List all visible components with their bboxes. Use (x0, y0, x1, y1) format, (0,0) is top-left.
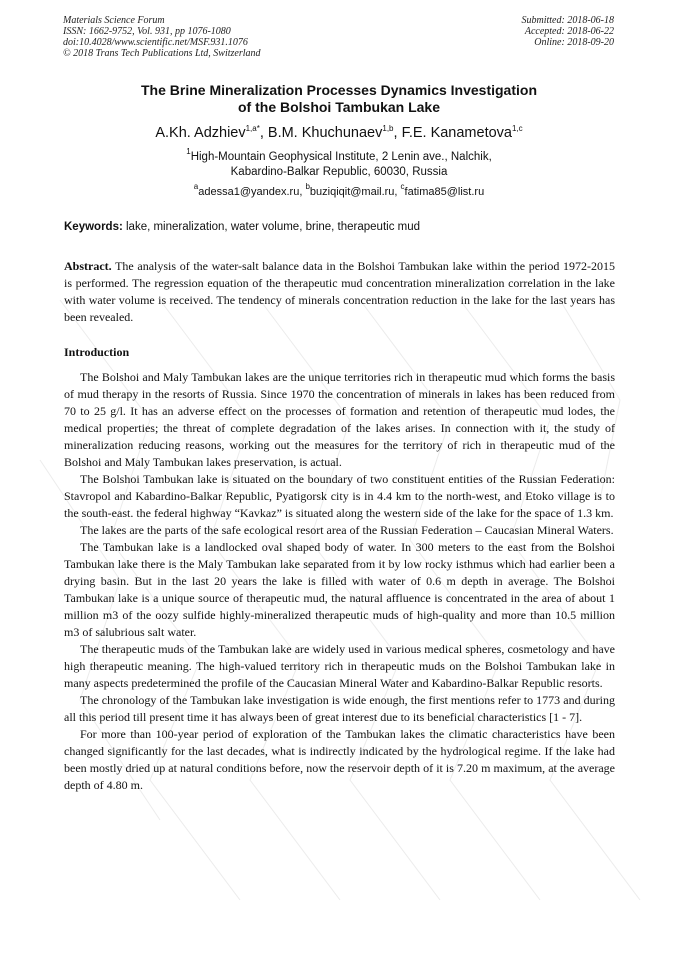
paper-title (40, 82, 638, 116)
affiliation-sup: 1 (186, 147, 191, 156)
abstract (64, 258, 615, 326)
author-name: B.M. Khuchunaev (267, 125, 383, 141)
author-sup: 1,c (511, 124, 523, 133)
paragraph: The Tambukan lake is a landlocked oval shaped body of water. In 300 meters to the east from the Bolshoi Tambukan lake there is the Maly Tambukan lake separated from it by low rocky isthmus which had earlier been a drying basin. But in the last 20 years the lake is filled with water of 0.6 m depth in average. The Bolshoi Tambukan lake is a unique source of therapeutic mud, the natural affluence is concentrated in the area of about 1 million m3 of the oozy sulfide highly-mineralized therapeutic muds of high-quality and more than 10.5 million m3 of salubrious salt water. (64, 540, 615, 639)
introduction-body (64, 369, 615, 794)
keywords-text: lake, mineralization, water volume, brine, therapeutic mud (122, 221, 421, 233)
affiliation (40, 147, 638, 180)
accepted-date: Accepted: 2018-06-22 (524, 26, 614, 37)
paragraph: The therapeutic muds of the Tambukan lake are widely used in various medical spheres, cosmetology and have high therapeutic meaning. The high-valued territory rich in therapeutic muds on the Bolshoi Tambukan lake in many aspects predetermined the profile of the Caucasian Mineral Water and Kabardino-Balkar Republic resorts. (64, 642, 615, 690)
paragraph: The Bolshoi and Maly Tambukan lakes are the unique territories rich in therapeutic mud which forms the basis of mud therapy in the resorts of Russia. Since 1970 the concentration of minerals in lakes has been reduced from 70 to 25 g/l. It has an adverse effect on the processes of formation and retention of therapeutic mud lodes, the medical properties; the threat of complete degradation of the lakes arises. In connection with it, the study of mineralization reducing reasons, working out the measures for the territory of rich in therapeutic mud of the Bolshoi and Maly Tambukan lakes preservation, is actual. (64, 370, 615, 469)
title-line-1: The Brine Mineralization Processes Dynamics Investigation (140, 82, 537, 98)
abstract-text: The analysis of the water-salt balance data in the Bolshoi Tambukan lake within the period 1972-2015 is performed. The regression equation of the therapeutic mud concentration mineralization correlation in the lake with water volume is received. The tendency of minerals concentration reduction in the lake for the last years has been revealed. (64, 259, 615, 324)
paragraph: The chronology of the Tambukan lake investigation is wide enough, the first mentions refer to 1773 and during all this period till present time it has always been of great interest due to its beneficial characteristics [1 - 7]. (64, 693, 615, 724)
email-link[interactable]: fatima85@list.ru (404, 186, 485, 198)
author-sep: , (393, 125, 402, 141)
keywords (64, 220, 616, 235)
keywords-label: Keywords: (64, 221, 123, 233)
email-sep: , (394, 186, 401, 198)
email-sep: , (299, 186, 306, 198)
journal-issn: ISSN: 1662-9752, Vol. 931, pp 1076-1080 (63, 26, 231, 37)
email-link[interactable]: adessa1@yandex.ru (198, 186, 300, 198)
emails (40, 182, 638, 199)
author-name: A.Kh. Adzhiev (155, 125, 246, 141)
journal-copyright: © 2018 Trans Tech Publications Ltd, Switzerland (63, 48, 261, 59)
journal-doi[interactable]: doi:10.4028/www.scientific.net/MSF.931.1076 (63, 37, 248, 48)
paragraph: The Bolshoi Tambukan lake is situated on the boundary of two constituent entities of the Russian Federation: Stavropol and Kabardino-Balkar Republic, Pyatigorsk city is in 4.4 km to the north-west, and Etoko village is to the south-east. the federal highway “Kavkaz” is situated along the western side of the lake for the space of 1.3 km. (64, 472, 615, 520)
authors (40, 125, 638, 142)
submitted-date: Submitted: 2018-06-18 (521, 15, 614, 26)
email-sup: c (400, 182, 405, 191)
author-name: F.E. Kanametova (401, 125, 512, 141)
journal-name: Materials Science Forum (63, 15, 165, 26)
dates-header (522, 15, 615, 48)
email-sup: a (193, 182, 199, 191)
journal-header (63, 15, 261, 59)
author-sup: 1,a* (245, 124, 260, 133)
email-link[interactable]: buziqiqit@mail.ru (309, 186, 395, 198)
section-heading-introduction: Introduction (64, 345, 130, 359)
author-sup: 1,b (382, 124, 394, 133)
title-line-2: of the Bolshoi Tambukan Lake (238, 99, 440, 115)
affiliation-line-1: High-Mountain Geophysical Institute, 2 Lenin ave., Nalchik, (190, 151, 492, 163)
abstract-label: Abstract. (64, 259, 112, 273)
online-date: Online: 2018-09-20 (534, 37, 614, 48)
paragraph: For more than 100-year period of exploration of the Tambukan lakes the climatic characteristics have been changed significantly for the last decades, what is indirectly indicated by the hydrological regime. If the lake had been mostly dried up at natural conditions before, now the reservoir depth of it is 7.20 m maximum, at the average depth of 4.80 m. (64, 727, 615, 792)
paragraph: The lakes are the parts of the safe ecological resort area of the Russian Federation – Caucasian Mineral Waters. (80, 523, 614, 537)
email-sup: b (305, 182, 310, 191)
affiliation-line-2: Kabardino-Balkar Republic, 60030, Russia (230, 166, 448, 178)
author-sep: , (259, 125, 268, 141)
